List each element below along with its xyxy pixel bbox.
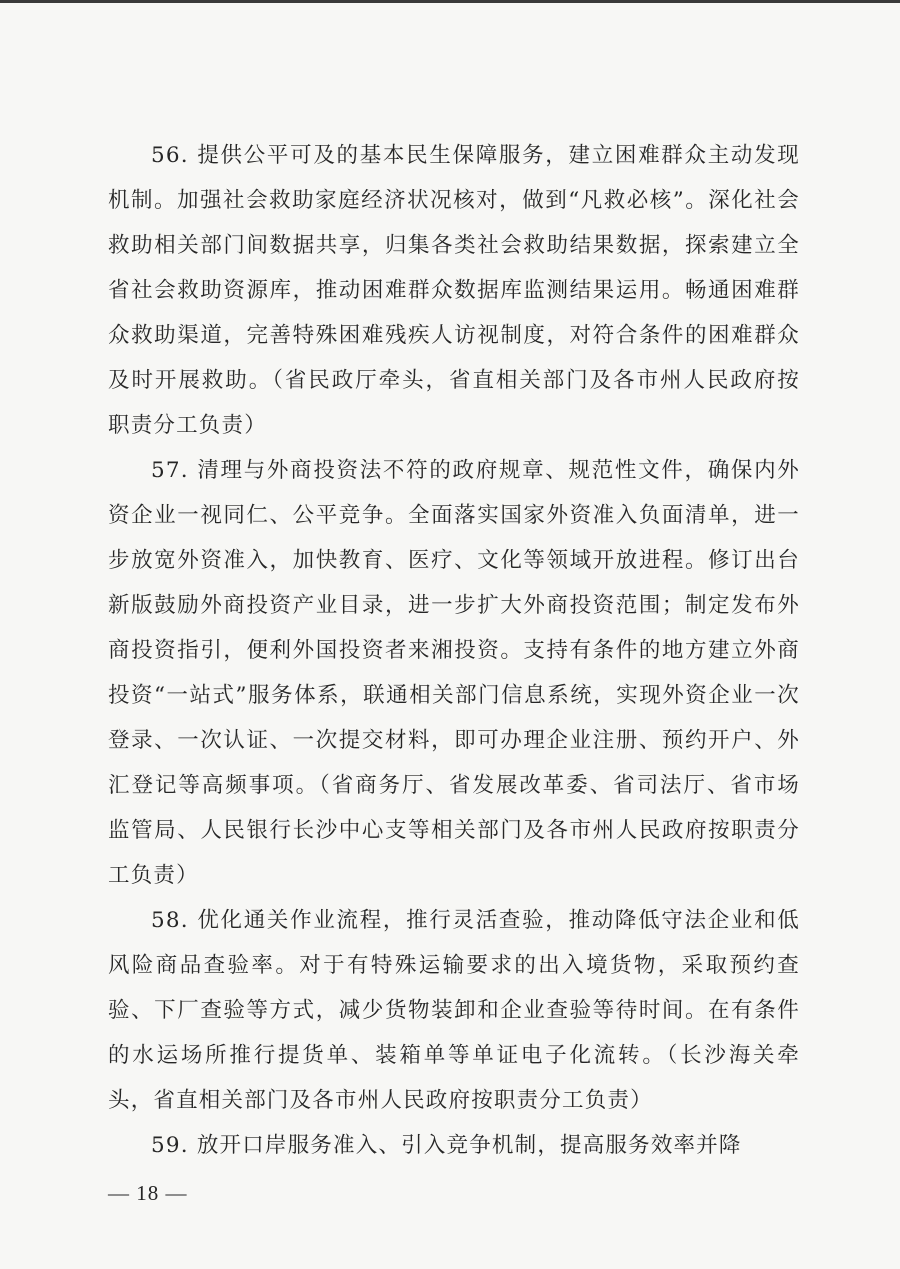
document-body	[108, 133, 800, 1168]
paragraph-item-56: 56. 提供公平可及的基本民生保障服务，建立困难群众主动发现机制。加强社会救助家庭经济状况核对，做到“凡救必核”。深化社会救助相关部门间数据共享，归集各类社会救助结果数据，探索建立全省社会救助资源库，推动困难群众数据库监测结果运用。畅通困难群众救助渠道，完善特殊困难残疾人访视制度，对符合条件的困难群众及时开展救助。（省民政厅牵头，省直相关部门及各市州人民政府按职责分工负责）	[108, 143, 800, 438]
top-border-line	[0, 0, 900, 3]
page-number: — 18 —	[108, 1181, 188, 1205]
paragraph-item-58: 58. 优化通关作业流程，推行灵活查验，推动降低守法企业和低风险商品查验率。对于有特殊运输要求的出入境货物，采取预约查验、下厂查验等方式，减少货物装卸和企业查验等待时间。在有条件的水运场所推行提货单、装箱单等单证电子化流转。（长沙海关牵头，省直相关部门及各市州人民政府按职责分工负责）	[108, 908, 800, 1113]
paragraph-item-57: 57. 清理与外商投资法不符的政府规章、规范性文件，确保内外资企业一视同仁、公平竞争。全面落实国家外资准入负面清单，进一步放宽外资准入，加快教育、医疗、文化等领域开放进程。修订出台新版鼓励外商投资产业目录，进一步扩大外商投资范围；制定发布外商投资指引，便利外国投资者来湘投资。支持有条件的地方建立外商投资“一站式”服务体系，联通相关部门信息系统，实现外资企业一次登录、一次认证、一次提交材料，即可办理企业注册、预约开户、外汇登记等高频事项。（省商务厅、省发展改革委、省司法厅、省市场监管局、人民银行长沙中心支等相关部门及各市州人民政府按职责分工负责）	[108, 458, 800, 888]
paragraph-item-59: 59. 放开口岸服务准入、引入竞争机制，提高服务效率并降	[151, 1133, 742, 1158]
